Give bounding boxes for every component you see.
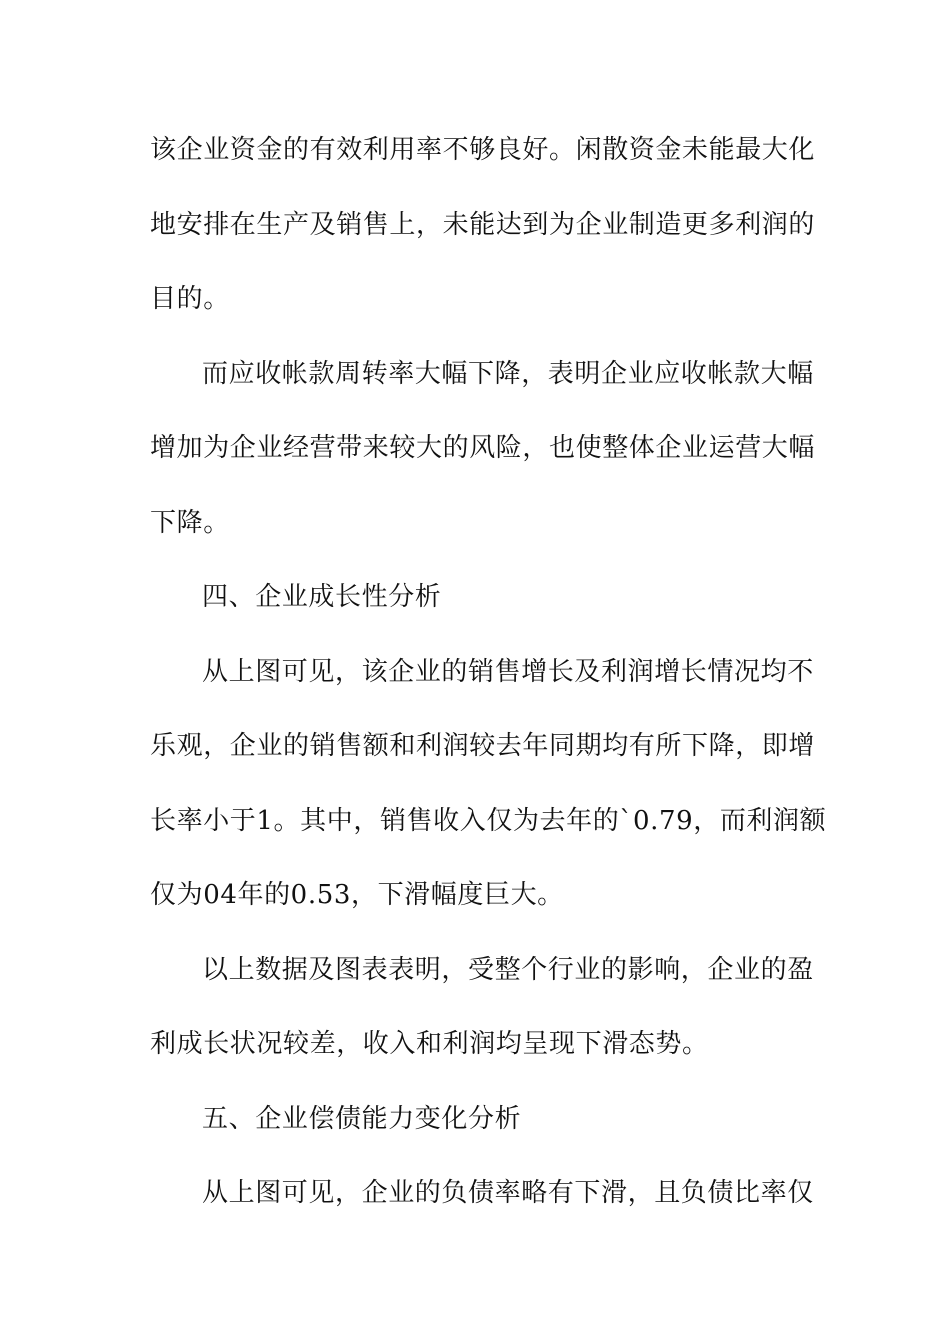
text-line: 目的。 — [150, 284, 230, 314]
section-heading: 四、企业成长性分析 — [202, 582, 442, 612]
text-line: 而应收帐款周转率大幅下降，表明企业应收帐款大幅 — [202, 358, 814, 389]
paragraph-summary — [150, 952, 814, 1101]
text-line: 地安排在生产及销售上，未能达到为企业制造更多利润的 — [150, 209, 816, 240]
section-heading: 五、企业偿债能力变化分析 — [202, 1103, 522, 1134]
paragraph-solvency — [150, 1175, 814, 1212]
section-heading-growth — [150, 579, 800, 654]
paragraph-growth — [150, 654, 827, 952]
text-line: 仅为04年的0.53，下滑幅度巨大。 — [150, 880, 564, 910]
text-line: 乐观，企业的销售额和利润较去年同期均有所下降，即增 — [150, 731, 816, 761]
section-heading-solvency — [150, 1101, 800, 1176]
text-line: 增加为企业经营带来较大的风险，也使整体企业运营大幅 — [150, 433, 816, 463]
text-line: 从上图可见，该企业的销售增长及利润增长情况均不 — [202, 656, 814, 687]
text-line: 以上数据及图表表明，受整个行业的影响，企业的盈 — [202, 954, 814, 985]
document-body — [150, 132, 827, 1212]
text-line: 长率小于1。其中，销售收入仅为去年的`0.79，而利润额 — [150, 805, 827, 836]
text-line: 利成长状况较差，收入和利润均呈现下滑态势。 — [150, 1029, 709, 1059]
paragraph-continuation — [150, 132, 816, 356]
text-line: 该企业资金的有效利用率不够良好。闲散资金未能最大化 — [150, 135, 816, 165]
paragraph-receivables — [150, 356, 816, 580]
text-line: 从上图可见，企业的负债率略有下滑，且负债比率仅 — [202, 1178, 814, 1208]
text-line: 下降。 — [150, 507, 230, 538]
